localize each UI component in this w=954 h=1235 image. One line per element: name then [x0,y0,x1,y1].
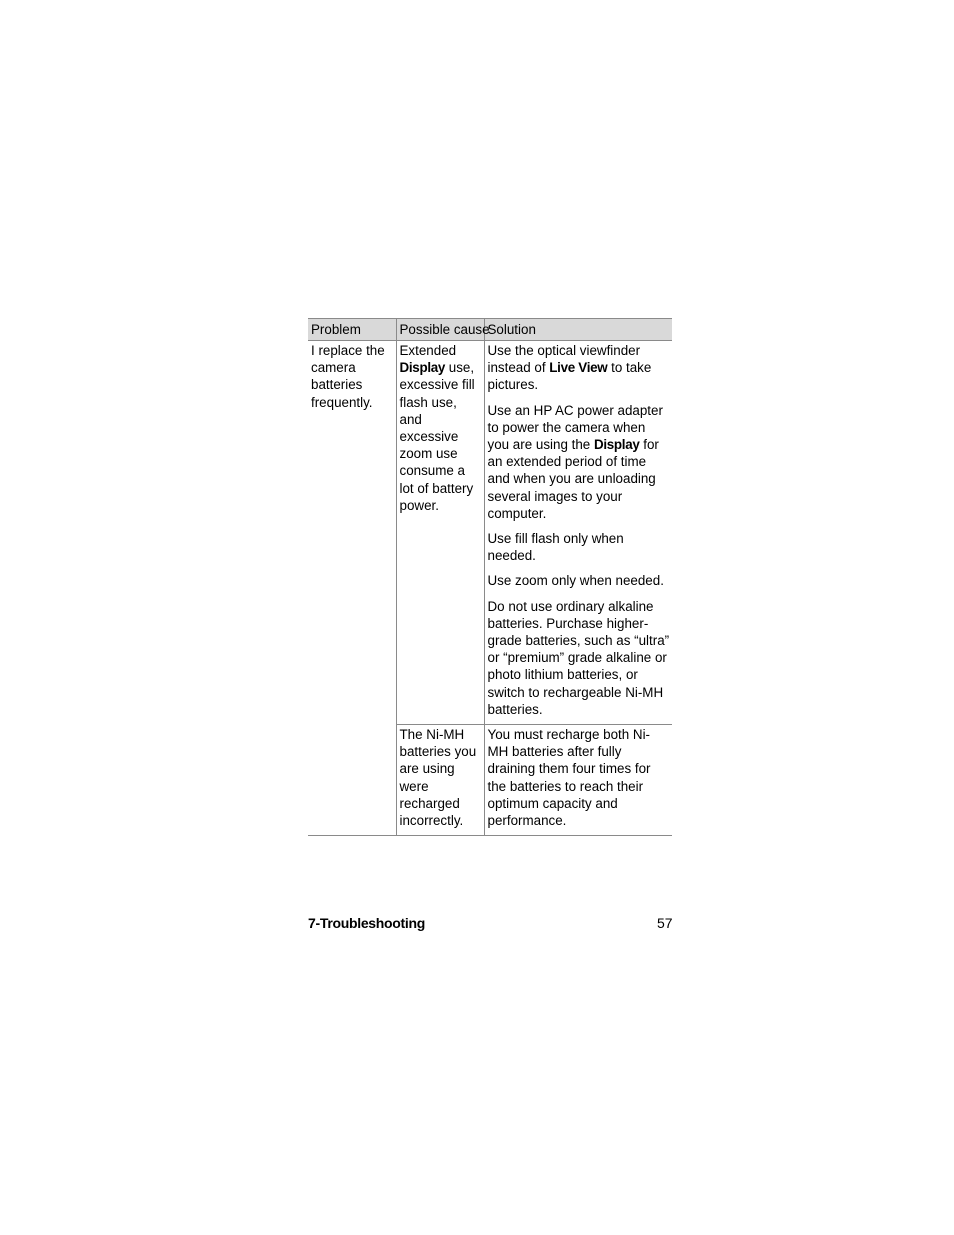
solution-paragraph: Use an HP AC power adapter to power the camera when you are using the Display for an extended period of time and when you are unloading several images to your computer. [487,402,663,521]
cause-cell [396,341,484,725]
solution-list [488,725,671,835]
header-problem: Problem [308,319,396,341]
problem-text: I replace the camera batteries frequently. [311,343,385,410]
solution-paragraph: Use zoom only when needed. [487,573,664,589]
cause-cell [396,725,484,836]
solution-paragraph: Use fill flash only when needed. [487,531,624,564]
ui-term-display: Display [399,360,446,376]
footer-chapter: 7-Troubleshooting [308,915,426,931]
table-row [308,341,672,725]
problem-cell [308,341,396,725]
solution-cell [484,341,672,725]
cause-text: The Ni-MH batteries you are using were recharged incorrectly. [399,727,477,829]
solution-paragraph: You must recharge both Ni-MH batteries after fully draining them four times for the batteries to reach their optimum capacity and performance. [487,727,651,829]
footer-page-number: 57 [657,915,673,931]
cause-text: Extended Display use, excessive fill flash use, and excessive zoom use consume a lot of battery power. [399,343,475,513]
table-header-row [308,319,672,341]
header-possible-cause: Possible cause [396,319,484,341]
solution-paragraph: Use the optical viewfinder instead of Live View to take pictures. [487,343,652,393]
table-row [308,725,672,836]
problem-cell-continued [308,725,396,836]
solution-cell [484,725,672,836]
solution-list [488,341,671,724]
header-solution: Solution [484,319,672,341]
ui-term-display: Display [593,437,640,453]
solution-paragraph: Do not use ordinary alkaline batteries. Purchase higher-grade batteries, such as “ultra” or “premium” grade alkaline or photo lithium batteries, or switch to rechargeable Ni-MH batteries. [487,598,670,717]
troubleshooting-table [308,318,672,836]
ui-term-live-view: Live View [549,360,608,376]
